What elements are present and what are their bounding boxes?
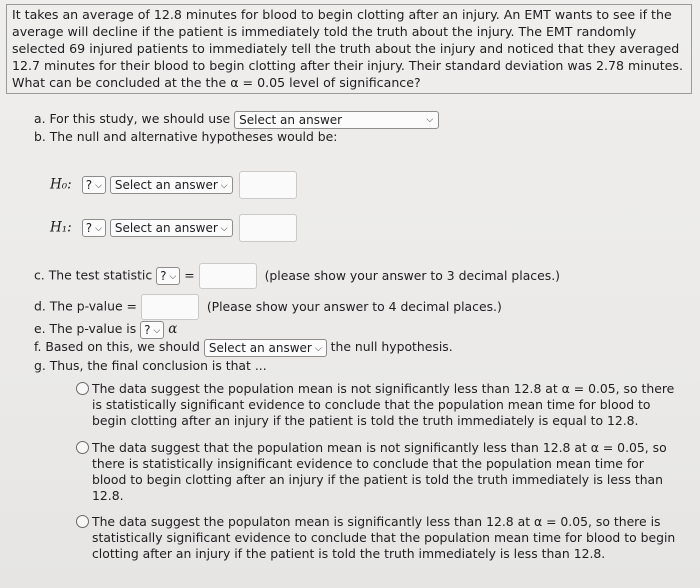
study-type-select-value: Select an answer <box>239 112 343 127</box>
chevron-down-icon: ⌵ <box>95 181 102 191</box>
part-f-suffix: the null hypothesis. <box>330 339 453 354</box>
h0-parameter-select[interactable] <box>110 176 233 194</box>
h0-value-input[interactable] <box>239 171 297 199</box>
chevron-down-icon: ⌵ <box>314 343 322 354</box>
part-d-hint: (Please show your answer to 4 decimal places.) <box>206 298 502 314</box>
chevron-down-icon: ⌵ <box>169 272 177 282</box>
part-b-label: b. The null and alternative hypotheses would be: <box>34 129 338 144</box>
radio-button[interactable] <box>76 515 89 528</box>
p-value-compare-select[interactable] <box>140 321 164 339</box>
test-statistic-select[interactable] <box>156 267 180 285</box>
part-e <box>34 320 177 339</box>
chevron-down-icon: ⌵ <box>426 114 434 125</box>
radio-button[interactable] <box>76 441 89 454</box>
chevron-down-icon: ⌵ <box>220 224 228 234</box>
h1-label: H₁: <box>50 219 72 236</box>
h0-operator-select[interactable] <box>82 176 106 194</box>
part-f <box>34 338 453 357</box>
chevron-down-icon: ⌵ <box>153 325 161 336</box>
conclusion-option-2-text: The data suggest that the population mean is not significantly less than 12.8 at α = 0.05, so there is statistically insignificant evidence to conclude that the population mean time for blood to begin clotting after an injury if the patient is told the truth immediately is less than 12.8. <box>92 440 667 503</box>
h1-parameter-value: Select an answer <box>114 221 218 235</box>
h0-parameter-value: Select an answer <box>114 178 218 192</box>
part-c <box>34 263 560 289</box>
problem-statement: It takes an average of 12.8 minutes for blood to begin clotting after an injury. An EMT wants to see if the average will decline if the patient is immediately told the truth about the injury. The EMT randomly selected 69 injured patients to immediately tell the truth about the injury and noticed that they averaged 12.7 minutes for their blood to begin clotting after their injury. Their standard deviation was 2.78 minutes. What can be concluded at the the α = 0.05 level of significance? <box>12 7 683 90</box>
part-f-label: f. Based on this, we should <box>34 339 200 354</box>
decision-select-value: Select an answer <box>208 340 312 355</box>
decision-select[interactable] <box>204 339 327 357</box>
conclusion-option-1-text: The data suggest the population mean is not significantly less than 12.8 at α = 0.05, so there is statistically significant evidence to conclude that the population mean time for blood to begin clotting after an injury if the patient is told the truth immediately is equal to 12.8. <box>92 381 675 428</box>
h1-operator-value: ? <box>85 221 93 235</box>
part-a-label: a. For this study, we should use <box>34 111 231 126</box>
study-type-select[interactable] <box>234 111 439 129</box>
p-value-compare-value: ? <box>144 322 151 337</box>
alpha-symbol: α <box>168 321 178 337</box>
chevron-down-icon: ⌵ <box>220 181 228 191</box>
h1-parameter-select[interactable] <box>110 219 233 237</box>
radio-button[interactable] <box>76 382 89 395</box>
test-statistic-input[interactable] <box>199 263 257 289</box>
h1-row <box>50 214 297 242</box>
h0-operator-value: ? <box>85 178 93 192</box>
part-d <box>34 294 502 320</box>
part-g-label: g. Thus, the final conclusion is that ... <box>34 358 267 373</box>
h0-label: H₀: <box>50 176 72 193</box>
part-c-label: c. The test statistic <box>34 267 153 283</box>
h0-row <box>50 171 297 199</box>
test-statistic-select-value: ? <box>160 269 167 283</box>
p-value-input[interactable] <box>141 294 199 320</box>
conclusion-option-3-text: The data suggest the populaton mean is significantly less than 12.8 at α = 0.05, so there is statistically significant evidence to conclude that the population mean time for blood to begin clotting after an injury if the patient is told the truth immediately is less than 12.8. <box>92 514 676 561</box>
part-a <box>34 110 439 129</box>
equals-sign: = <box>184 267 195 283</box>
part-d-label: d. The p-value = <box>34 298 137 314</box>
conclusion-option-2[interactable] <box>76 440 681 504</box>
conclusion-option-3[interactable] <box>76 514 681 562</box>
part-e-label: e. The p-value is <box>34 321 137 336</box>
h1-value-input[interactable] <box>239 214 297 242</box>
chevron-down-icon: ⌵ <box>95 224 102 234</box>
part-c-hint: (please show your answer to 3 decimal places.) <box>264 267 560 283</box>
h1-operator-select[interactable] <box>82 219 106 237</box>
conclusion-option-1[interactable] <box>76 381 681 429</box>
